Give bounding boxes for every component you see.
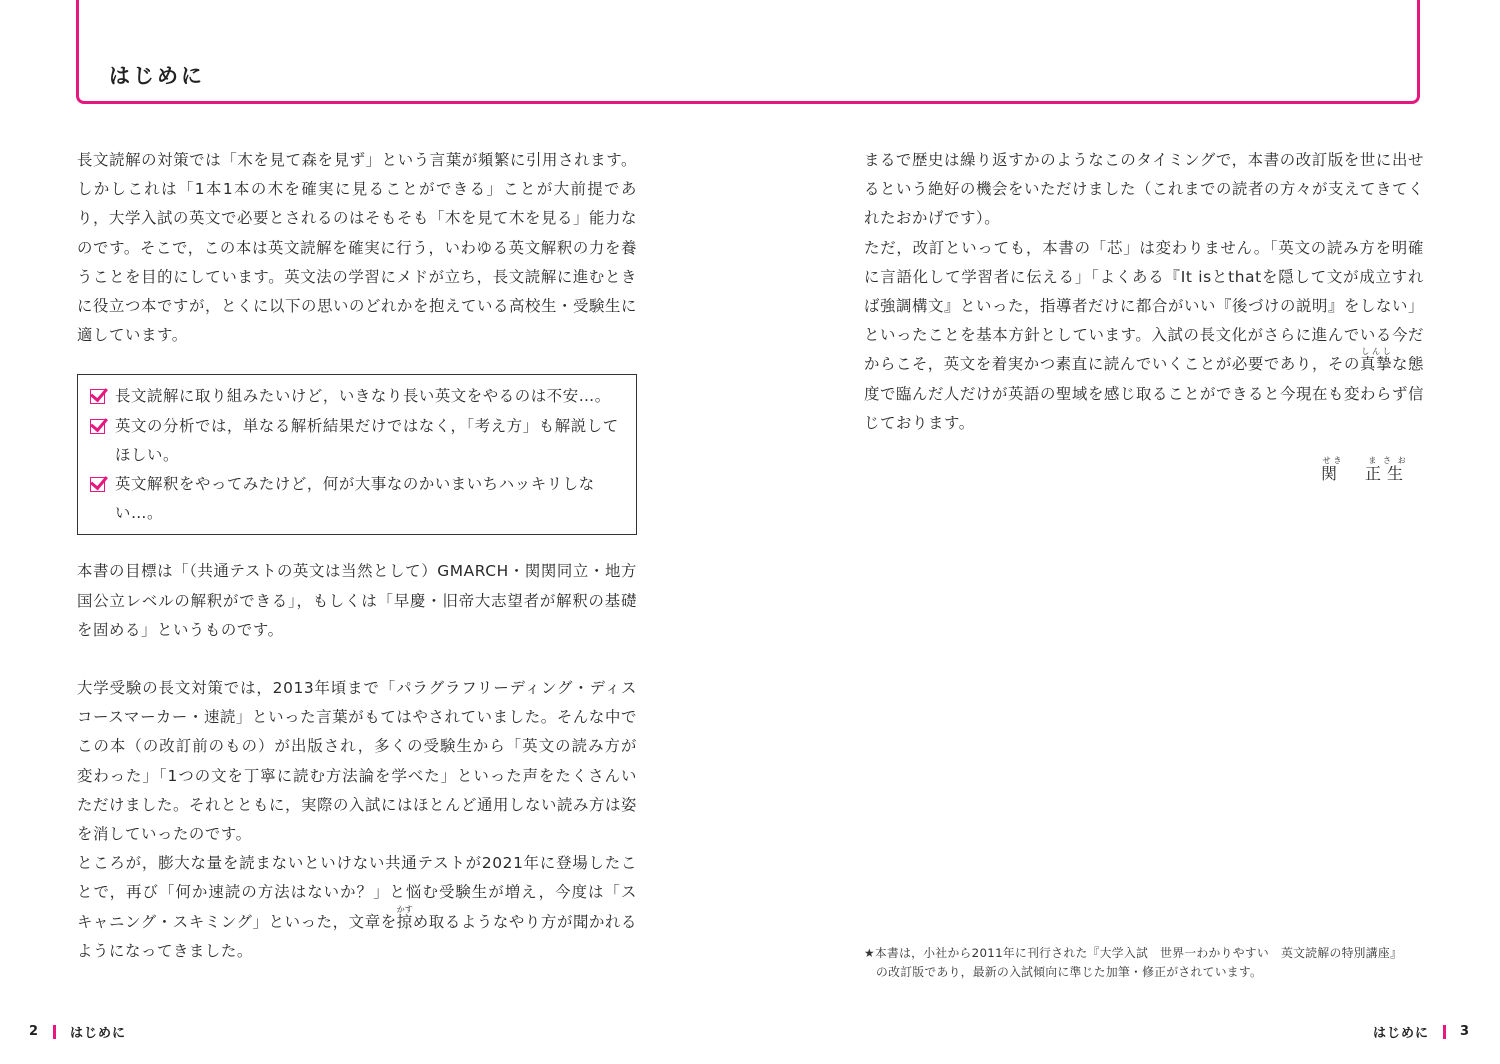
title-frame: [76, 0, 1420, 104]
author-signature: [1321, 456, 1409, 484]
checkmark-icon: [90, 419, 105, 434]
goal-paragraph: 本書の目標は「（共通テストの英文は当然として）GMARCH・関関同立・地方国公立レベルの解釈ができる」，もしくは「早慶・旧帝大志望者が解釈の基礎を固める」というものです。: [77, 562, 637, 639]
intro-paragraph: 長文読解の対策では「木を見て森を見ず」という言葉が頻繁に引用されます。しかしこれは「1本1本の木を確実に見ることができる」ことが大前提であり，大学入試の英文で必要とされるのはそもそも「木を見て木を見る」能力なのです。そこで，この本は英文読解を確実に行う，いわゆる英文解釈の力を養うことを目的にしています。英文法の学習にメドが立ち，長文読解に進むときに役立つ本ですが，とくに以下の思いのどれかを抱えている高校生・受験生に適しています。: [77, 151, 637, 345]
page-title: はじめに: [109, 64, 205, 88]
section-label-right: はじめに: [1372, 1026, 1429, 1041]
history2-text-after: め取るようなやり方が聞かれるようになってきました。: [77, 912, 638, 960]
ruby-reading: かす: [396, 904, 413, 914]
left-column: [77, 146, 637, 966]
author-given-name: 正生まさお: [1364, 456, 1409, 483]
checklist-text: 英文の分析では，単なる解析結果だけではなく，「考え方」も解説してほしい。: [115, 416, 619, 464]
history2-text-before: ところが，膨大な量を読まないといけない共通テストが2021年に登場したことで，再び「何か速読の方法はないか？」と悩む受験生が増え，今度は「スキャニング・スキミング」といった，文章を: [77, 854, 637, 931]
folio-divider: [53, 1025, 56, 1039]
footnote-line-2: の改訂版であり，最新の入試傾向に準じた加筆・修正がされています。: [876, 965, 1263, 979]
checklist-box: [77, 374, 637, 535]
author-family-name: 関せき: [1320, 456, 1343, 483]
policy-paragraph: [864, 234, 1424, 438]
checklist-text: 長文読解に取り組みたいけど，いきなり長い英文をやるのは不安…。: [115, 387, 611, 406]
right-folio: [1373, 1022, 1470, 1041]
furigana-shinshi: [1359, 347, 1393, 374]
footnote: [864, 944, 1434, 982]
right-column: [864, 146, 1425, 483]
history2-paragraph: [77, 849, 637, 966]
checklist-item: [88, 382, 626, 411]
furigana-kasu: [396, 904, 413, 931]
policy-text-before: ただ，改訂といっても，本書の「芯」は変わりません。「英文の読み方を明確に言語化して学習者に伝える」「よくある『It isとthatを隠して文が成立すれば強調構文』といった，指導者だけに都合がいい『後づけの説明』をしない」といったことを基本方針としています。入試の長文化がさらに進んでいる今だからこそ，英文を着実かつ素直に読んでいくことが必要であり，その: [864, 238, 1424, 374]
ruby-base: 真摯: [1359, 355, 1393, 374]
policy-text-after: な態度で臨んだ人だけが英語の聖域を感じ取ることができると今現在も変わらず信じております。: [864, 355, 1425, 432]
folio-divider: [1443, 1025, 1446, 1039]
checkmark-icon: [90, 389, 105, 404]
checkmark-icon: [90, 477, 105, 492]
checklist-item: [88, 412, 626, 470]
section-label-left: はじめに: [70, 1026, 127, 1041]
checklist-item: [88, 470, 626, 528]
history-paragraph: 大学受験の長文対策では，2013年頃まで「パラグラフリーディング・ディスコースマーカー・速読」といった言葉がもてはやされていました。そんな中でこの本（の改訂前のもの）が出版され，多くの受験生から「英文の読み方が変わった」「1つの文を丁寧に読む方法論を学べた」といった声をたくさんいただけました。それとともに，実際の入試にはほとんど通用しない読み方は姿を消していったのです。: [77, 679, 637, 844]
checklist-text: 英文解釈をやってみたけど，何が大事なのかいまいちハッキリしない…。: [115, 475, 595, 523]
ruby-base: 掠: [396, 912, 413, 931]
revision-paragraph: まるで歴史は繰り返すかのようなこのタイミングで，本書の改訂版を世に出せるという絶好の機会をいただけました（これまでの読者の方々が支えてきてくれたおかげです）。: [864, 151, 1424, 228]
footnote-line-1: ★本書は，小社から2011年に刊行された『大学入試 世界一わかりやすい 英文読解の特別講座』: [864, 946, 1403, 960]
page-number-right: 3: [1459, 1024, 1470, 1039]
left-folio: [29, 1022, 126, 1041]
page-number-left: 2: [29, 1024, 40, 1039]
ruby-reading: しんし: [1359, 347, 1392, 357]
